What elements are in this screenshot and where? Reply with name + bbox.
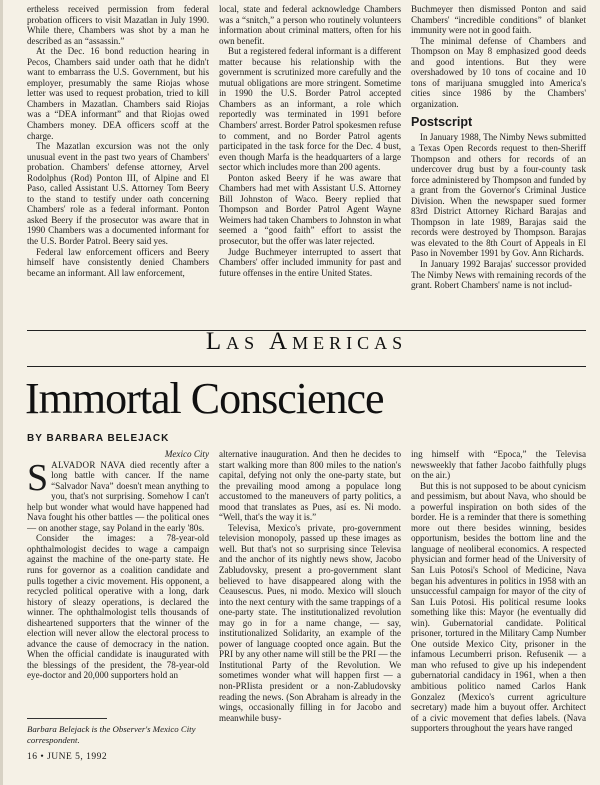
footnote-rule <box>27 718 107 719</box>
article-column-1 <box>27 449 209 711</box>
article-column-3 <box>411 449 586 739</box>
paragraph: Consider the images: a 78-year-old ophthalmologist decides to wage a campaign against the machine of the one-party state. He runs for governor as a coalition candidate and pulls together a civic movement. His opponent, a recycled political operative with a long, dark history of sleazy operations, is declared the winner. The ophthalmologist tells thousands of disheartened supporters that the winner of the election will never allow the electoral process to advance the cause of democracy in the nation. When the official candidate is inaugurated with the blessings of the president, the 78-year-old eye-doctor and 20,000 supporters hold an <box>27 533 209 681</box>
paragraph: In January 1988, The Nimby News submitted a Texas Open Records request to then-Sheriff Thompson and others for records of an undercover drug bust by a four-county task force administered by Thompson and funded by a grant from the Governor's Criminal Justice Division. When the newspaper sued former 83rd District Attorney Richard Barajas and Thompson in late 1989, Barajas said the records were destroyed by Thompson. Barajas was elevated to the 8th Court of Appeals in El Paso in November 1991 by Gov. Ann Richards. <box>411 132 586 259</box>
section-label: Las Americas <box>205 328 408 355</box>
lead-text: died recently after a long battle with cancer. If the name “Salvador Nava” doesn't mean anything to you, that's not surprising. Somehow I can't help but wonder what would have happened had Nava fought his other battles — the political ones — on another stage, say Poland in the early '80s. <box>27 459 209 533</box>
paragraph: alternative inauguration. And then he decides to start walking more than 800 miles to the nation's capital, defying not only the one-party state, but the prevailing mood among a populace long accustomed to the maneuvers of party politics, a mood that translates as Pues, así es. Ni modo. “Well, that's the way it is.” <box>219 449 401 523</box>
lead-paragraph <box>27 456 209 534</box>
paragraph: The Mazatlan excursion was not the only unusual event in the past two years of Chambers' probation. Chambers' defense attorney, Arvel Rodolphus (Rod) Ponton III, of Alpine and El Paso, called Assistant U.S. Attorney Tom Beery to the stand to testify under oath concerning Chambers' role as a federal informant. Ponton asked Beery if the prosecutor was aware that in 1990 Chambers was a documented informant for the U.S. Border Patrol. Beery said yes. <box>27 141 209 247</box>
paragraph: But this is not supposed to be about cynicism and pessimism, but about Nava, who should be a powerful inspiration on both sides of the border. He is a reminder that there is something more out there besides winning, besides opportunism, besides the bottom line and the language of neoliberal economics. A respected physician and former head of the University of San Luis Potosi's School of Medicine, Nava began his adventures in politics in 1958 with an unsuccessful campaign for mayor of the city of San Luis Potosi. His political resume looks something like this: Mayor (he eventually did win). Gubernatorial candidate. Political prisoner, tortured in the Military Camp Number One outside Mexico City, prisoner in the infamous Lecumberri prison. Refusenik — a man who refused to give up his independent gubernatorial candidacy in 1961, when a then ambitious politico named Carlos Hank Gonzalez (Mexico's current agriculture secretary) made him a buyout offer. Architect of a civic movement that defies labels. (Nava supporters throughout the years have ranged <box>411 480 586 734</box>
section-rule-bottom <box>27 366 586 367</box>
paragraph: local, state and federal acknowledge Chambers was a “snitch,” a person who routinely volunteers information about criminal matters, often for his own benefit. <box>219 4 401 46</box>
paragraph: ertheless received permission from federal probation officers to visit Mazatlan in July 1990. While there, Chambers was shot by a man he described as an “assassin.” <box>27 4 209 46</box>
drop-cap: S <box>27 456 49 499</box>
article-headline: Immortal Conscience <box>25 374 384 423</box>
author-note: Barbara Belejack is the Observer's Mexico City correspondent. <box>27 724 196 745</box>
paragraph: Judge Buchmeyer interrupted to assert that Chambers' offer included immunity for past and future offenses in the entire United States. <box>219 246 401 278</box>
paragraph: ing himself with “Epoca,” the Televisa newsweekly that father Jacobo faithfully plugs on the air.) <box>411 449 586 481</box>
paragraph: Federal law enforcement officers and Beery himself have consistently denied Chambers became an informant. All law enforcement, <box>27 246 209 278</box>
paragraph: Buchmeyer then dismissed Ponton and said Chambers' “incredible conditions” of blanket immunity were not in good faith. <box>411 4 586 36</box>
top-article-column-1 <box>27 4 209 334</box>
page-folio: 16 • JUNE 5, 1992 <box>27 752 108 762</box>
lead-caps: ALVADOR NAVA <box>51 459 126 470</box>
top-article-column-3 <box>411 4 586 334</box>
byline: BY BARBARA BELEJACK <box>27 433 170 444</box>
postscript-subhead: Postscript <box>411 115 473 130</box>
paragraph: Ponton asked Beery if he was aware that Chambers had met with Assistant U.S. Attorney Bill Johnston of Waco. Beery replied that Thompson and Border Patrol Agent Wayne Weimers had taken Chambers to Johnston in what seemed a “good faith” effort to assist the prosecutor, but the offer was later rejected. <box>219 172 401 247</box>
paragraph: But a registered federal informant is a different matter because his relationship with the government is scrutinized more carefully and the mutual obligations are more stringent. Sometime in 1990 the U.S. Border Patrol accepted Chambers as an informant, a role which reportedly was terminated in 1991 before Chambers' arrest. Border Patrol spokesmen refuse to comment, and no Border Patrol agents participated in the task force for the Dec. 4 bust, even though Marfa is the headquarters of a large sector which includes more than 200 agents. <box>219 46 401 173</box>
article-column-2 <box>219 449 401 739</box>
paragraph: Televisa, Mexico's private, pro-government television monopoly, passed up these images as well. But that's not so surprising since Televisa and the anchor of its nightly news show, Jacobo Zabludovsky, present a pro-government slant believed to have disappeared along with the Ceausescus. Pues, ni modo. Mexico will slouch into the next century with the same trappings of a one-party state. The institutionalized revolution may go in for a name change, — say, institutionalized Solidarity, an example of the power of language coopted once again. But the PRI by any other name will still be the PRI — the Institutional Party of the Revolution. We sometimes wonder what will happen first — a non-PRIista president or a non-Zabludovsky reading the news. (Son Abraham is already in the wings, occasionally filling in for Jacobo and meanwhile busy- <box>219 522 401 723</box>
paragraph: The minimal defense of Chambers and Thompson on May 8 emphasized good deeds and good intentions. But they were overshadowed by 10 tons of cocaine and 10 tons of marijuana smuggled into America's cities since 1986 by the Chambers' organization. <box>411 35 586 109</box>
dateline: Mexico City <box>164 449 209 459</box>
top-article-column-2 <box>219 4 401 334</box>
paragraph: At the Dec. 16 bond reduction hearing in Pecos, Chambers said under oath that he didn't want to embarrass the U.S. Government, but his employer, presumably the same Riojas whose letter was used to request probation, tried to kill Chambers in Mazatlan. Chambers said Riojas was a “DEA informant” and that Riojas owed Chambers money. DEA officers scoff at the charge. <box>27 46 209 141</box>
paragraph: In January 1992 Barajas' successor provided The Nimby News with remaining records of the grant. Robert Chambers' name is not includ- <box>411 259 586 291</box>
